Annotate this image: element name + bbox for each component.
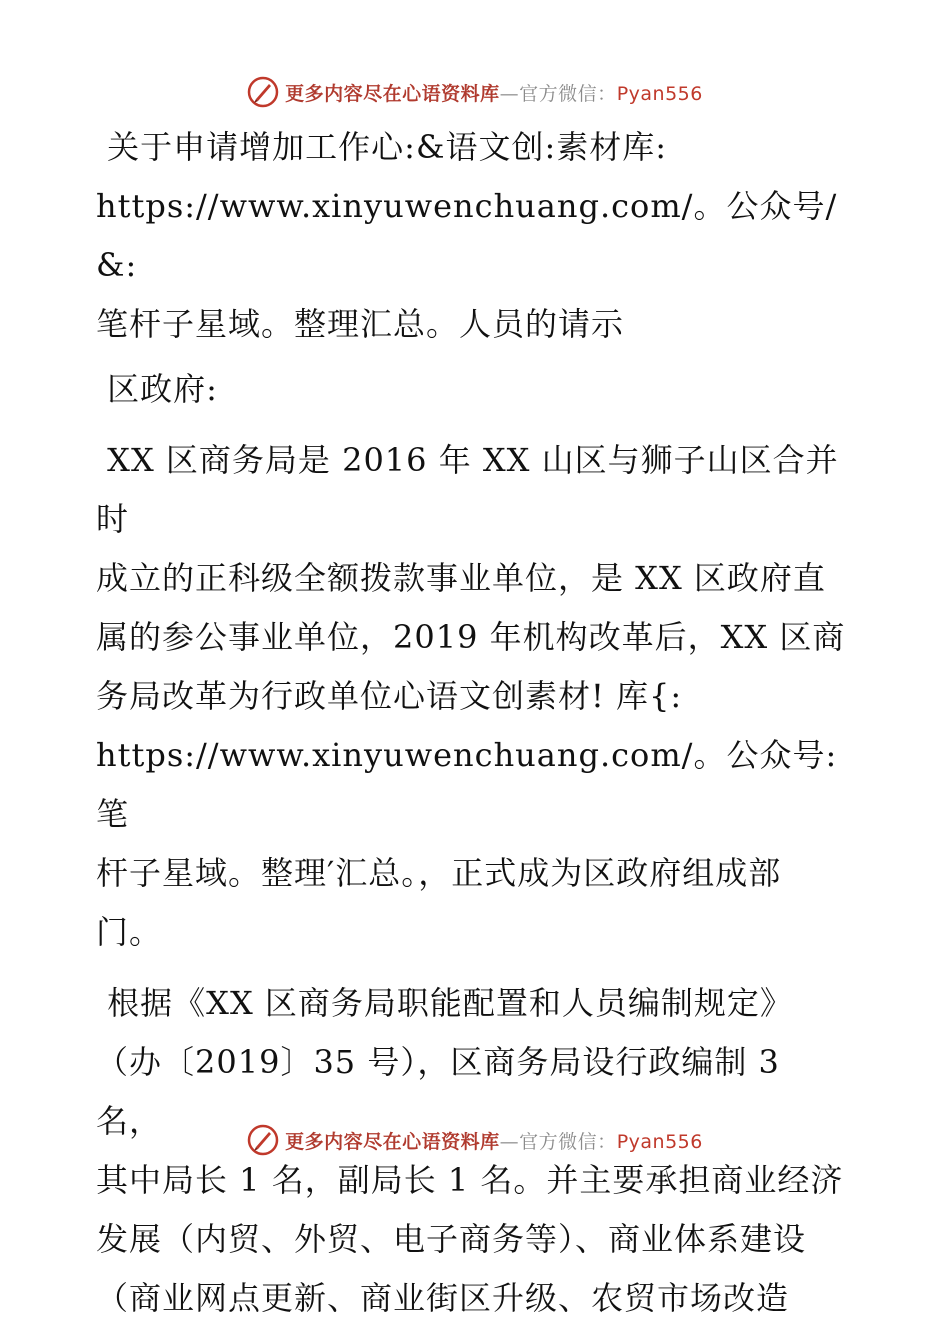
feather-pen-logo-icon xyxy=(247,1124,279,1156)
body-paragraph-1: XX 区商务局是 2016 年 XX 山区与狮子山区合并时 成立的正科级全额拨款事业单位，是 XX 区政府直 属的参公事业单位，2019 年机构改革后，XX 区商 务局改革为行政单位心语文创素材! 库{: https://www.xinyuwenchuang.com/。公众号: 笔 杆子星域。整理′汇总。，正式成为区政府组成部 门。 xyxy=(96,441,846,951)
header-dash: — xyxy=(499,82,520,105)
footer-brand-text: 更多内容尽在心语资料库 xyxy=(285,1130,500,1153)
header-wechat-label: 官方微信： xyxy=(519,82,617,105)
footer-banner xyxy=(0,1120,950,1160)
footer-dash: — xyxy=(499,1130,520,1153)
footer-wechat-id: Pyan556 xyxy=(616,1130,703,1153)
header-banner xyxy=(0,72,950,112)
salutation: 区政府: xyxy=(96,370,218,408)
header-brand-text: 更多内容尽在心语资料库 xyxy=(285,82,500,105)
footer-banner-text xyxy=(285,1127,703,1154)
document-title: 关于申请增加工作心:&语文创:素材库: https://www.xinyuwenchuang.com/。公众号/&: 笔杆子星域。整理汇总。人员的请示 xyxy=(96,128,838,343)
header-wechat-id: Pyan556 xyxy=(616,82,703,105)
feather-pen-logo-icon xyxy=(247,76,279,108)
footer-wechat-label: 官方微信： xyxy=(519,1130,617,1153)
body-paragraph-2: 根据《XX 区商务局职能配置和人员编制规定》 （办〔2019〕35 号），区商务局设行政编制 3 名， 其中局长 1 名，副局长 1 名。并主要承担商业经济 发展（内贸、外贸、电子商务等）、商业体系建设 （商业网点更新、商业街区升级、农贸市场改造 xyxy=(96,984,844,1317)
header-banner-text xyxy=(285,79,703,106)
